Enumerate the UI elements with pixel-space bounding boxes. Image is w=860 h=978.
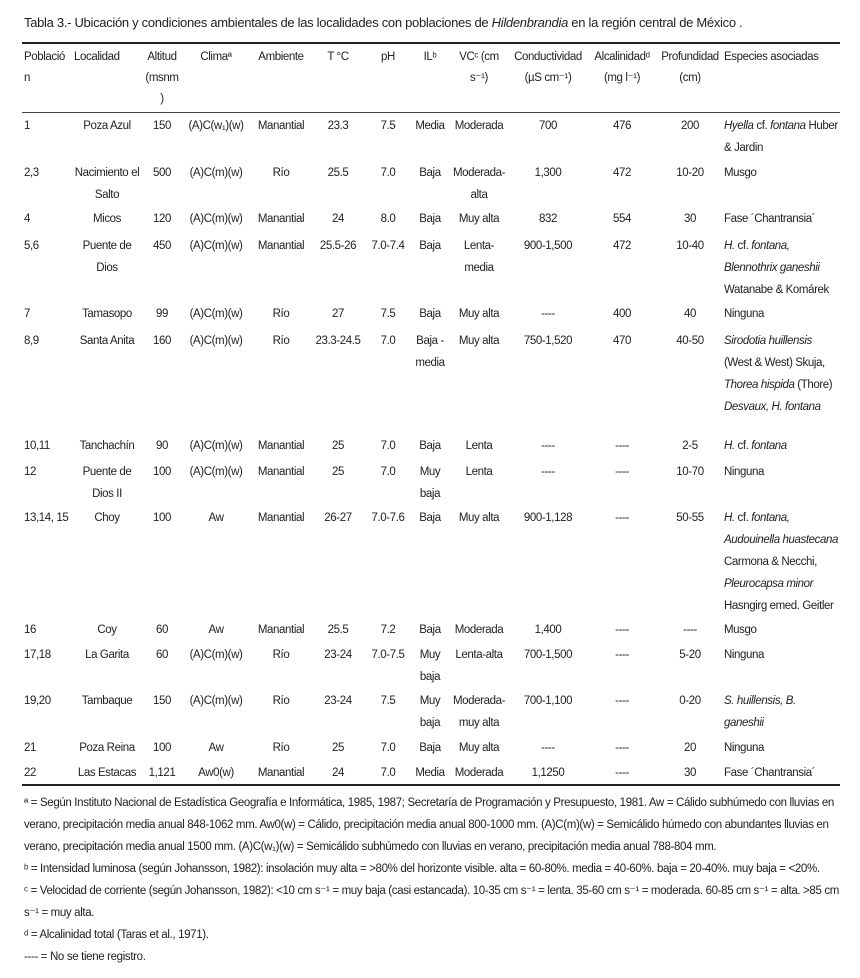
table-cell: (A)C(m)(w) — [189, 465, 243, 478]
table-cell: Baja -media — [415, 334, 445, 369]
table-cell: 160 — [153, 334, 171, 347]
table-cell: Río — [272, 741, 290, 754]
table-row — [22, 206, 840, 233]
table-cell: 700 — [539, 120, 557, 132]
table-cell: Muy alta — [458, 741, 500, 754]
table-cell: Moderada-muy alta — [452, 694, 505, 729]
species-text: Musgo — [724, 166, 757, 179]
table-cell: 25 — [332, 741, 344, 754]
table-cell: Manantial — [257, 465, 305, 478]
table-cell: Muy alta — [458, 511, 500, 524]
species-text: cf. — [734, 239, 752, 252]
table-cell: 472 — [613, 239, 631, 252]
table-cell: 40-50 — [676, 334, 704, 347]
table-cell: 13,14, 15 — [24, 511, 69, 524]
table-cell: Río — [272, 334, 290, 347]
table-cell: 750-1,520 — [523, 334, 573, 347]
table-cell: 8.0 — [380, 212, 396, 225]
table-cell: 8,9 — [24, 334, 39, 347]
table-cell: Puente de Dios II — [82, 465, 132, 500]
table-cell: Lenta — [465, 465, 493, 478]
table-cell: 7.5 — [380, 694, 396, 707]
table-cell: 700-1,100 — [523, 694, 573, 707]
table-cell: Muy alta — [458, 334, 500, 347]
table-cell: 7.0 — [380, 439, 396, 452]
table-cell: Moderada — [454, 766, 504, 779]
table-cell: (A)C(m)(w) — [189, 307, 243, 320]
table-cell: (A)C(w₁)(w) — [188, 120, 244, 132]
table-cell: 25.5 — [327, 166, 349, 179]
table-cell: 1,121 — [148, 766, 176, 779]
species-text: fontana, Audouinella huastecana — [724, 511, 838, 546]
table-cell: Muy baja — [419, 648, 441, 683]
table-cell: 7.0-7.4 — [371, 239, 405, 252]
table-cell: 25.5-26 — [319, 239, 357, 252]
table-cell: 25.5 — [327, 623, 349, 636]
table-cell: 0-20 — [679, 694, 701, 707]
table-cell: Río — [272, 166, 290, 179]
table-cell: 50-55 — [676, 511, 704, 524]
table-caption — [24, 14, 840, 32]
species-cell — [722, 301, 840, 328]
table-cell: Lenta — [465, 439, 493, 452]
table-cell: Aw — [208, 623, 224, 636]
table-cell: Puente de Dios — [82, 239, 132, 274]
column-header: ILᵇ — [423, 51, 437, 63]
table-cell: La Garita — [85, 648, 129, 661]
table-cell: ---- — [615, 694, 629, 707]
table-cell: 26-27 — [324, 511, 352, 524]
column-header: Localidad — [74, 51, 120, 63]
table-row — [22, 459, 840, 505]
table-cell: 900-1,128 — [523, 511, 573, 524]
table-cell: Muy baja — [419, 465, 441, 500]
table-cell: 7.5 — [380, 307, 396, 320]
table-cell: 24 — [332, 766, 344, 779]
table-cell: Baja — [419, 623, 441, 636]
table-cell: 150 — [153, 120, 171, 132]
species-text: Carmona & Necchi, — [724, 555, 817, 568]
species-cell — [722, 735, 840, 760]
species-text: Pleurocapsa minor — [724, 577, 814, 590]
table-cell: Tambaque — [81, 694, 133, 707]
table-cell: Moderada — [454, 623, 504, 636]
table-cell: (A)C(m)(w) — [189, 166, 243, 179]
table-cell: 25 — [332, 465, 344, 478]
table-cell: ---- — [615, 766, 629, 779]
table-cell: 25 — [332, 439, 344, 452]
species-text: Hyella — [724, 120, 754, 132]
table-cell: Manantial — [257, 511, 305, 524]
table-cell: 1,400 — [534, 623, 562, 636]
table-cell: 120 — [153, 212, 171, 225]
table-cell: 100 — [153, 465, 171, 478]
table-cell: Baja — [419, 511, 441, 524]
table-cell: Baja — [419, 741, 441, 754]
table-cell: ---- — [615, 741, 629, 754]
table-row — [22, 160, 840, 206]
footnote: ᵈ = Alcalinidad total (Taras et al., 1971). — [24, 928, 209, 941]
table-cell: 470 — [613, 334, 631, 347]
table-cell: Las Estacas — [77, 766, 137, 779]
column-header: Altitud (msnm) — [145, 51, 179, 105]
table-cell: Lenta-media — [463, 239, 495, 274]
table-cell: 10-70 — [676, 465, 704, 478]
column-header: Climaª — [200, 51, 232, 63]
table-cell: 7.2 — [380, 623, 396, 636]
table-cell: Choy — [94, 511, 120, 524]
table-cell: ---- — [541, 439, 555, 452]
table-cell: 500 — [153, 166, 171, 179]
species-text: Musgo — [724, 623, 757, 636]
table-cell: ---- — [615, 511, 629, 524]
table-cell: Baja — [419, 439, 441, 452]
table-cell: Baja — [419, 212, 441, 225]
species-text: Sirodotia huillensis — [724, 334, 812, 347]
table-cell: 900-1,500 — [523, 239, 573, 252]
table-cell: 12 — [24, 465, 36, 478]
table-cell: Manantial — [257, 766, 305, 779]
table-cell: Moderada-alta — [452, 166, 505, 201]
column-header: Alcalinidadᵈ (mg l⁻¹) — [594, 51, 650, 84]
table-cell: Manantial — [257, 239, 305, 252]
species-text: fontana — [751, 439, 787, 452]
table-cell: Muy baja — [419, 694, 441, 729]
table-cell: Manantial — [257, 623, 305, 636]
table-cell: ---- — [615, 465, 629, 478]
table-row — [22, 301, 840, 328]
table-cell: Aw — [208, 511, 224, 524]
table-cell: 472 — [613, 166, 631, 179]
table-cell: 16 — [24, 623, 36, 636]
table-cell: 30 — [684, 212, 696, 225]
footnote: ª = Según Instituto Nacional de Estadística Geografía e Informática, 1985, 1987; Secretaría de Programación y Presupuesto, 1981. Aw = Cálido subhúmedo con lluvias en verano, precipitación media anual 848-1062 mm. Aw0(w) = Cálido, precipitación media anual 800-1000 mm. (A)C(m)(w) = Semicálido húmedo con abundantes lluvias en verano, precipitación media anual 1500 mm. (A)C(w₁)(w) = Semicálido subhúmedo con lluvias en verano, precipitación media anual 788-804 mm. — [24, 796, 834, 853]
table-cell: 17,18 — [24, 648, 51, 661]
species-text: cf. — [734, 511, 752, 524]
table-cell: (A)C(m)(w) — [189, 648, 243, 661]
table-cell: 23-24 — [324, 648, 352, 661]
table-cell: Aw — [208, 741, 224, 754]
table-cell: 10,11 — [24, 439, 50, 452]
species-cell — [722, 328, 840, 433]
table-cell: 2,3 — [24, 166, 39, 179]
table-row — [22, 328, 840, 433]
table-cell: 19,20 — [24, 694, 51, 707]
table-cell: Media — [415, 120, 445, 132]
species-text: Huber & Jardin — [724, 120, 838, 154]
species-text: fontana — [770, 120, 806, 132]
table-cell: (A)C(m)(w) — [189, 694, 243, 707]
table-cell: 5-20 — [679, 648, 701, 661]
table-cell: 30 — [684, 766, 696, 779]
species-text: H. — [724, 511, 735, 524]
table-cell: Río — [272, 648, 290, 661]
table-cell: 7.0 — [380, 741, 396, 754]
footnote: ᶜ = Velocidad de corriente (según Johansson, 1982): <10 cm s⁻¹ = muy baja (casi estancada). 10-35 cm s⁻¹ = lenta. 35-60 cm s⁻¹ = moderada. 60-85 cm s⁻¹ = alta. >85 cm s⁻¹ = muy alta. — [24, 884, 839, 919]
table-cell: 21 — [24, 741, 36, 754]
table-cell: 7.0-7.6 — [371, 511, 405, 524]
table-cell: 60 — [156, 648, 168, 661]
species-cell — [722, 459, 840, 505]
table-cell: 60 — [156, 623, 168, 636]
species-text: S. huillensis, B. ganeshii — [724, 694, 796, 729]
table-cell: 23.3-24.5 — [315, 334, 361, 347]
species-text: Ninguna — [724, 648, 765, 661]
table-cell: Manantial — [257, 120, 305, 132]
table-row — [22, 233, 840, 301]
table-cell: 22 — [24, 766, 36, 779]
table-cell: 100 — [153, 511, 171, 524]
species-text: Ninguna — [724, 307, 765, 320]
table-cell: 7.0 — [380, 334, 396, 347]
species-text: Fase ´Chantransia´ — [724, 766, 816, 779]
table-cell: Nacimiento el Salto — [74, 166, 140, 201]
footnote: ---- = No se tiene registro. — [24, 950, 146, 963]
table-cell: ---- — [615, 623, 629, 636]
table-cell: ---- — [541, 465, 555, 478]
column-header: Ambiente — [258, 51, 304, 63]
table-cell: Manantial — [257, 439, 305, 452]
table-cell: 7.0 — [380, 166, 396, 179]
table-cell: Santa Anita — [79, 334, 135, 347]
species-cell — [722, 688, 840, 735]
table-row — [22, 113, 840, 160]
species-text: (Thore) — [794, 378, 833, 391]
species-cell — [722, 642, 840, 688]
table-row — [22, 433, 840, 459]
species-cell — [722, 760, 840, 785]
table-cell: ---- — [541, 307, 555, 320]
table-cell: 4 — [24, 212, 30, 225]
table-cell: Moderada — [454, 120, 504, 132]
caption-text: Tabla 3.- Ubicación y condiciones ambientales de las localidades con poblaciones de — [24, 15, 492, 30]
table-cell: Coy — [97, 623, 117, 636]
species-text: cf. — [753, 120, 771, 132]
column-header: pH — [381, 51, 395, 63]
table-cell: 7.5 — [380, 120, 396, 132]
table-cell: Poza Reina — [79, 741, 135, 754]
caption-genus: Hildenbrandia — [491, 15, 568, 30]
footnote: ᵇ = Intensidad luminosa (según Johansson, 1982): insolación muy alta = >80% del horizonte visible. alta = 60-80%. media = 40-60%. baja = 20-40%. muy baja = <20%. — [24, 862, 820, 875]
table-cell: 200 — [681, 120, 699, 132]
table-cell: Tanchachín — [79, 439, 135, 452]
species-cell — [722, 617, 840, 642]
table-cell: 7.0 — [380, 766, 396, 779]
table-cell: Manantial — [257, 212, 305, 225]
table-cell: ---- — [541, 741, 555, 754]
table-cell: Poza Azul — [83, 120, 131, 132]
species-text: Desvaux, H. fontana — [724, 400, 821, 413]
table-cell: Baja — [419, 166, 441, 179]
table-row — [22, 735, 840, 760]
table-cell: 1,1250 — [531, 766, 565, 779]
table-cell: (A)C(m)(w) — [189, 212, 243, 225]
table-cell: 2-5 — [682, 439, 698, 452]
table-cell: Muy alta — [458, 212, 500, 225]
table-cell: 400 — [613, 307, 631, 320]
species-text: Watanabe & Komárek — [724, 283, 829, 296]
header-row — [22, 43, 840, 113]
table-cell: 832 — [539, 212, 557, 225]
table-cell: 7.0-7.5 — [371, 648, 405, 661]
column-header: T °C — [327, 51, 349, 63]
table-cell: Aw0(w) — [198, 766, 234, 779]
table-cell: 10-20 — [676, 166, 704, 179]
table-cell: 450 — [153, 239, 171, 252]
table-cell: ---- — [683, 623, 697, 636]
table-cell: 24 — [332, 212, 344, 225]
species-text: Hasngirg emed. Geitler — [724, 599, 834, 612]
species-text: Ninguna — [724, 465, 765, 478]
table-cell: ---- — [615, 648, 629, 661]
table-cell: 23-24 — [324, 694, 352, 707]
table-cell: 40 — [684, 307, 696, 320]
species-text: Ninguna — [724, 741, 765, 754]
table-cell: 90 — [156, 439, 168, 452]
column-header: VCᶜ (cm s⁻¹) — [459, 51, 499, 84]
table-row — [22, 642, 840, 688]
table-cell: 10-40 — [676, 239, 704, 252]
table-cell: (A)C(m)(w) — [189, 334, 243, 347]
table-cell: 23.3 — [327, 120, 349, 132]
table-cell: Muy alta — [458, 307, 500, 320]
table-cell: (A)C(m)(w) — [189, 439, 243, 452]
table-row — [22, 617, 840, 642]
table-cell: Baja — [419, 239, 441, 252]
table-cell: 554 — [613, 212, 631, 225]
table-cell: Micos — [92, 212, 122, 225]
table-cell: Río — [272, 694, 290, 707]
species-cell — [722, 233, 840, 301]
species-text: H. — [724, 239, 735, 252]
table-row — [22, 505, 840, 617]
species-cell — [722, 206, 840, 233]
species-text: fontana, Blennothrix ganeshii — [724, 239, 820, 274]
table-cell: Lenta-alta — [455, 648, 503, 661]
caption-suffix: en la región central de México . — [568, 15, 743, 30]
footnotes — [24, 792, 840, 968]
species-cell — [722, 433, 840, 459]
species-text: Thorea hispida — [724, 378, 795, 391]
species-cell — [722, 160, 840, 206]
species-cell — [722, 113, 840, 160]
species-text: Fase ´Chantransia´ — [724, 212, 816, 225]
column-header: Población — [24, 51, 65, 84]
table-cell: 1,300 — [534, 166, 562, 179]
column-header: Conductividad (µS cm⁻¹) — [514, 51, 582, 84]
table-cell: 1 — [24, 120, 30, 132]
table-cell: Río — [272, 307, 290, 320]
table-cell: 7 — [24, 307, 30, 320]
species-text: H. — [724, 439, 735, 452]
table-cell: 27 — [332, 307, 344, 320]
column-header: Profundidad (cm) — [661, 51, 719, 84]
table-cell: 700-1,500 — [523, 648, 573, 661]
table-cell: 150 — [153, 694, 171, 707]
column-header: Especies asociadas — [724, 51, 819, 63]
table-cell: Tamasopo — [82, 307, 132, 320]
table-row — [22, 688, 840, 735]
table-row — [22, 760, 840, 785]
species-text: cf. — [734, 439, 752, 452]
table-cell: 5,6 — [24, 239, 39, 252]
table-cell: 99 — [156, 307, 168, 320]
table-cell: 100 — [153, 741, 171, 754]
species-cell — [722, 505, 840, 617]
table-cell: (A)C(m)(w) — [189, 239, 243, 252]
table-cell: Baja — [419, 307, 441, 320]
data-table — [22, 42, 840, 786]
table-cell: 476 — [613, 120, 631, 132]
species-text: (West & West) Skuja, — [724, 356, 825, 369]
table-cell: Media — [415, 766, 445, 779]
table-cell: 7.0 — [380, 465, 396, 478]
table-cell: 20 — [684, 741, 696, 754]
table-cell: ---- — [615, 439, 629, 452]
